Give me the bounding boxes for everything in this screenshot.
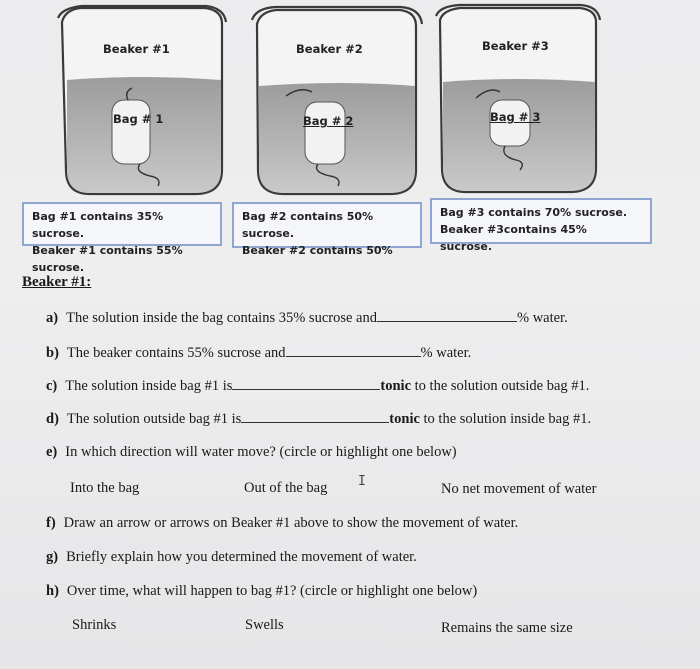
info-box-3-line2: Beaker #3contains 45% sucrose. <box>440 223 587 253</box>
question-g-letter: g) <box>46 549 59 565</box>
question-c <box>46 377 589 395</box>
answer-c-blank[interactable] <box>232 377 380 390</box>
bag-3-label: Bag # 3 <box>490 110 541 124</box>
info-box-1-line2: Beaker #1 contains 55% sucrose. <box>32 244 183 274</box>
question-d <box>46 410 591 428</box>
option-shrinks[interactable]: Shrinks <box>72 617 117 633</box>
beaker-1-label: Beaker #1 <box>103 42 170 56</box>
question-h-text: Over time, what will happen to bag #1? (circle or highlight one below) <box>66 583 478 599</box>
answer-d-blank[interactable] <box>241 410 389 423</box>
info-box-1-line1: Bag #1 contains 35% sucrose. <box>32 210 164 240</box>
info-box-2-line1: Bag #2 contains 50% sucrose. <box>242 210 374 240</box>
option-into-the-bag[interactable]: Into the bag <box>70 480 140 496</box>
question-c-tonic: tonic <box>380 378 412 394</box>
beaker-3 <box>436 5 600 192</box>
beaker-3-label: Beaker #3 <box>482 39 549 53</box>
question-b-text: The beaker contains 55% sucrose and <box>66 345 286 361</box>
question-a <box>46 309 568 327</box>
option-no-net-movement[interactable]: No net movement of water <box>441 481 597 497</box>
question-c-suffix: to the solution outside bag #1. <box>411 378 590 394</box>
info-box-3 <box>430 198 652 253</box>
question-c-text: The solution inside bag #1 is <box>65 378 233 394</box>
beaker-2-label: Beaker #2 <box>296 42 363 56</box>
question-d-letter: d) <box>46 411 59 427</box>
question-f <box>46 515 518 532</box>
text-cursor-icon: I <box>358 474 366 489</box>
question-d-tonic: tonic <box>389 411 420 427</box>
bag-2-label: Bag # 2 <box>303 114 354 128</box>
question-d-suffix: to the solution inside bag #1. <box>419 411 592 427</box>
question-g-text: Briefly explain how you determined the movement of water. <box>66 549 417 565</box>
question-a-letter: a) <box>46 310 59 326</box>
question-h <box>46 583 477 600</box>
question-b-letter: b) <box>46 345 59 361</box>
question-a-suffix: % water. <box>516 310 568 326</box>
option-out-of-the-bag[interactable]: Out of the bag <box>244 480 328 496</box>
question-b <box>46 344 471 362</box>
question-d-text: The solution outside bag #1 is <box>66 411 242 427</box>
option-swells[interactable]: Swells <box>245 617 284 633</box>
question-e <box>46 444 457 461</box>
answer-a-blank[interactable] <box>377 309 517 322</box>
question-f-text: Draw an arrow or arrows on Beaker #1 above to show the movement of water. <box>63 515 519 531</box>
info-box-2 <box>232 202 422 257</box>
question-b-suffix: % water. <box>420 345 472 361</box>
bag-2-shape <box>305 102 345 164</box>
info-box-3-line1: Bag #3 contains 70% sucrose. <box>440 206 628 219</box>
question-h-letter: h) <box>46 583 59 599</box>
beakers-illustration <box>0 0 700 200</box>
bag-1-shape <box>112 100 150 164</box>
bag-1-label: Bag # 1 <box>113 112 164 126</box>
beaker-1 <box>58 6 226 194</box>
option-remains-same-size[interactable]: Remains the same size <box>441 620 573 636</box>
info-box-2-line2: Beaker #2 contains 50% <box>242 244 393 257</box>
question-a-text: The solution inside the bag contains 35% sucrose and <box>66 310 377 326</box>
question-e-letter: e) <box>46 444 58 460</box>
question-c-letter: c) <box>46 378 58 394</box>
section-heading: Beaker #1: <box>22 274 92 290</box>
answer-b-blank[interactable] <box>286 344 421 357</box>
question-f-letter: f) <box>46 515 56 531</box>
question-e-text: In which direction will water move? (circle or highlight one below) <box>65 444 457 460</box>
beaker-2 <box>252 7 422 194</box>
question-g <box>46 549 417 566</box>
info-box-1 <box>22 202 222 274</box>
